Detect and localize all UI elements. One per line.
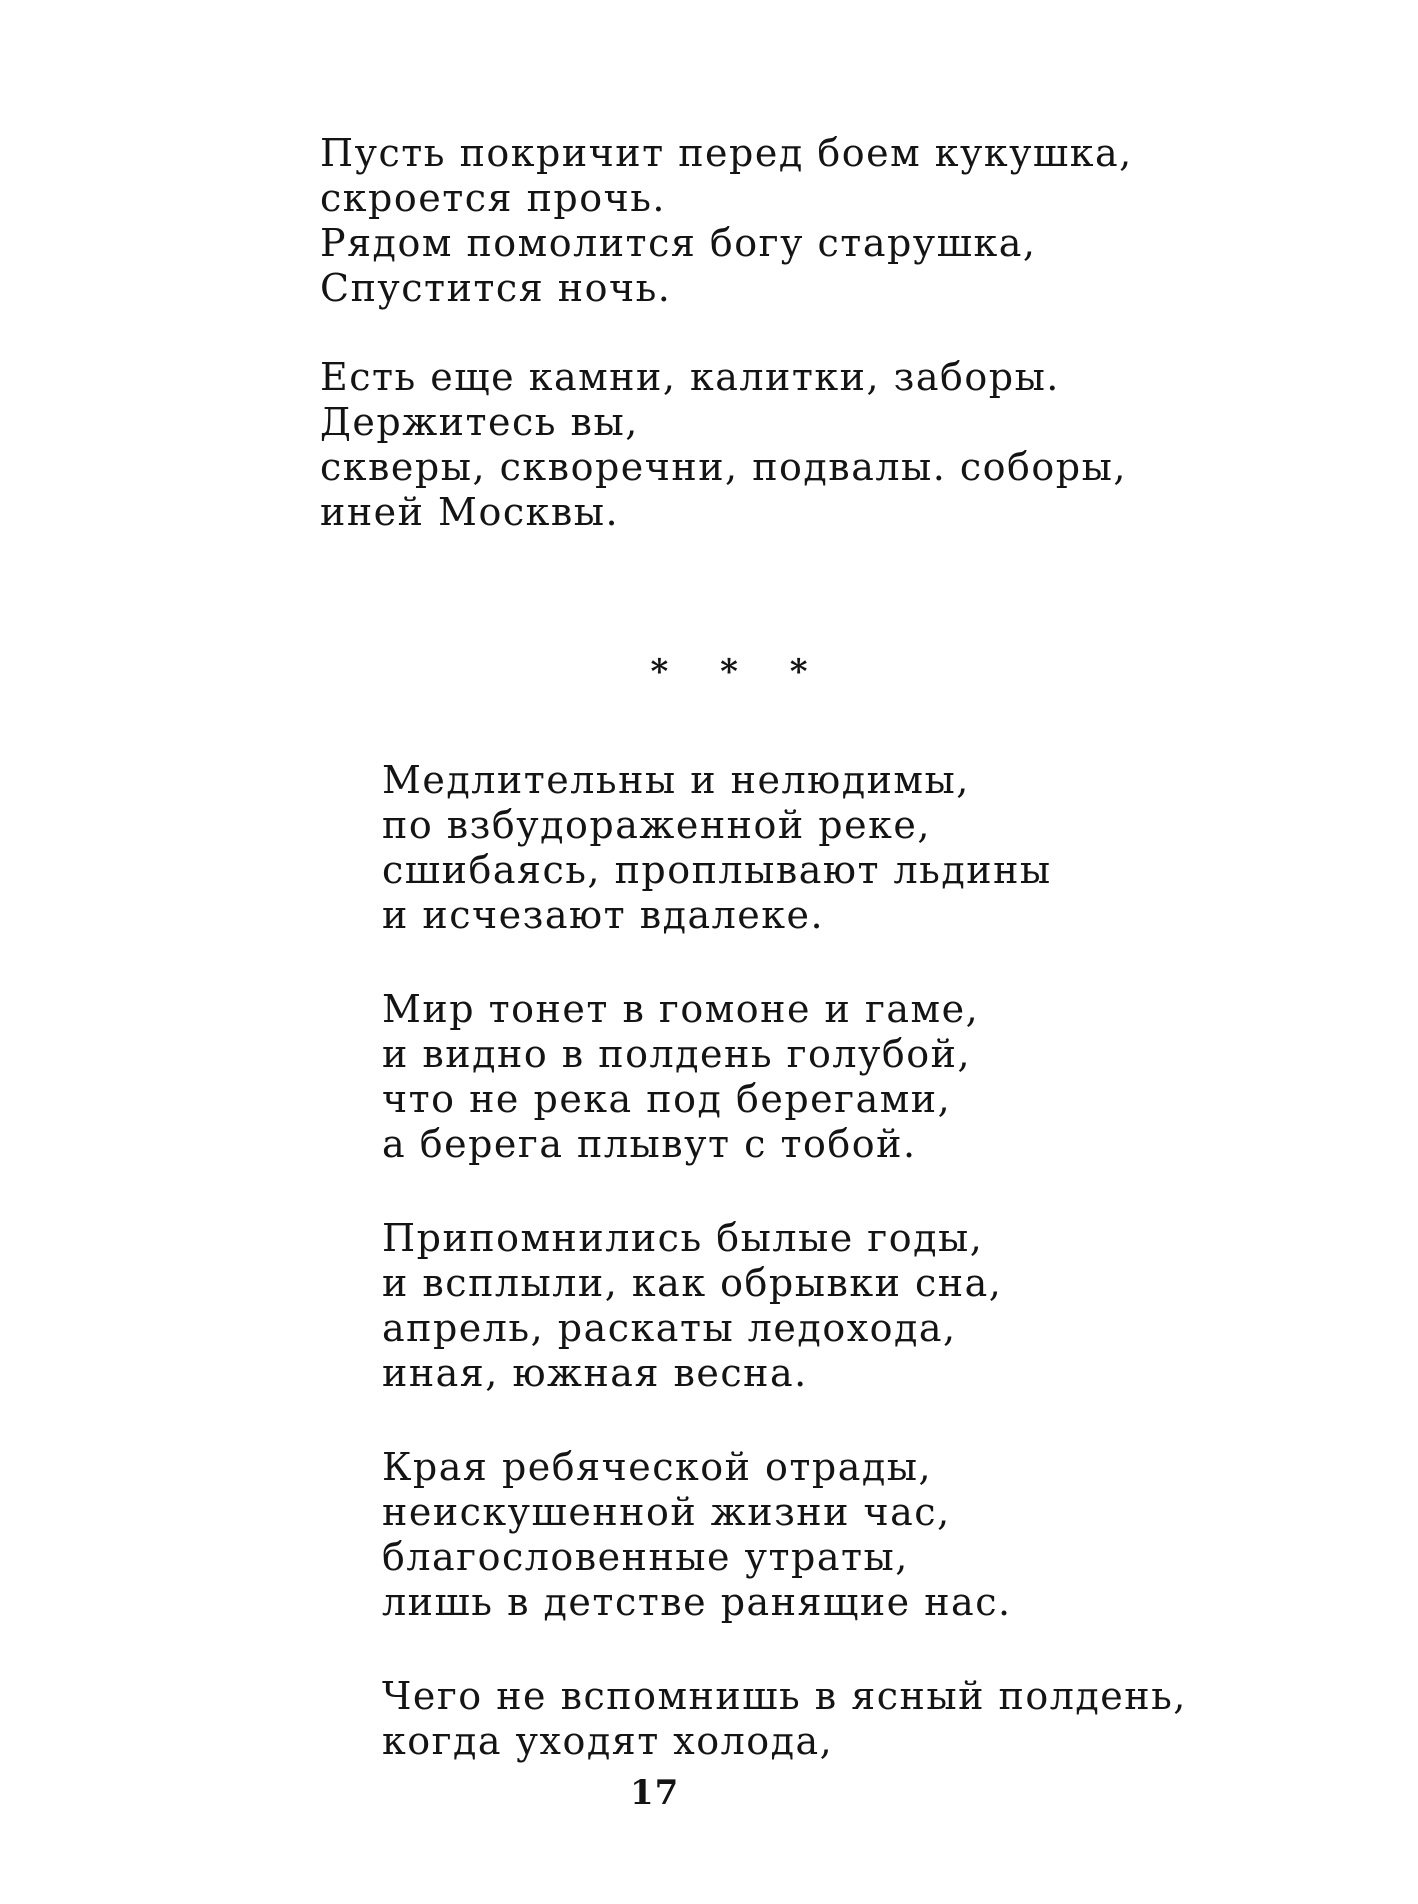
verse-line: по взбудораженной реке, [382,803,931,847]
poem-two-stanza-3 [382,1216,1187,1396]
verse-line: Спустится ночь. [320,266,672,310]
section-separator: * * * [650,652,828,692]
poem-two [382,758,1187,1764]
verse-line: Мир тонет в гомоне и гаме, [382,987,980,1031]
verse-line: благословенные утраты, [382,1535,909,1579]
poem-one [320,131,1133,535]
verse-line: когда уходят холода, [382,1719,834,1763]
verse-line: иней Москвы. [320,490,620,534]
poem-two-stanza-1 [382,758,1187,938]
verse-line: и всплыли, как обрывки сна, [382,1261,1003,1305]
verse-line: что не река под берегами, [382,1077,952,1121]
verse-line: Рядом помолится богу старушка, [320,221,1037,265]
verse-line: а берега плывут с тобой. [382,1122,917,1166]
verse-line: лишь в детстве ранящие нас. [382,1580,1012,1624]
verse-line: неискушенной жизни час, [382,1490,951,1534]
verse-line: сшибаясь, проплывают льдины [382,848,1052,892]
verse-line: скроется прочь. [320,176,667,220]
poem-two-stanza-2 [382,987,1187,1167]
verse-line: Чего не вспомнишь в ясный полдень, [382,1674,1187,1718]
page-number: 17 [630,1773,680,1813]
verse-line: Припомнились былые годы, [382,1216,984,1260]
poem-one-stanza-1 [320,131,1133,311]
verse-line: и исчезают вдалеке. [382,893,825,937]
verse-line: Края ребяческой отрады, [382,1445,933,1489]
poem-two-stanza-4 [382,1445,1187,1625]
poem-two-stanza-5 [382,1674,1187,1764]
verse-line: скверы, скворечни, подвалы. соборы, [320,445,1127,489]
verse-line: апрель, раскаты ледохода, [382,1306,957,1350]
verse-line: Держитесь вы, [320,400,639,444]
verse-line: иная, южная весна. [382,1351,808,1395]
verse-line: Пусть покричит перед боем кукушка, [320,131,1133,175]
verse-line: Есть еще камни, калитки, заборы. [320,355,1060,399]
verse-line: и видно в полдень голубой, [382,1032,972,1076]
poem-one-stanza-2 [320,355,1133,535]
verse-line: Медлительны и нелюдимы, [382,758,970,802]
